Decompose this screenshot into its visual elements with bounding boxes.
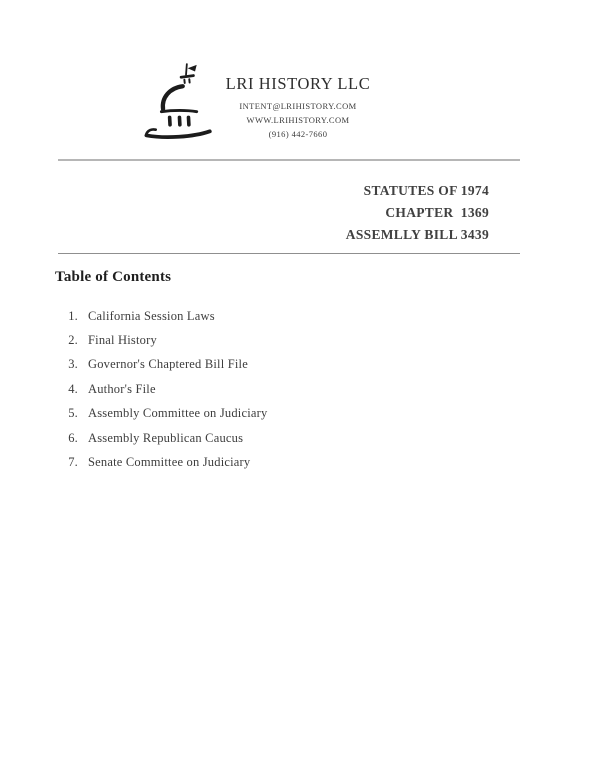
- toc-item: [0, 377, 600, 401]
- contact-website: WWW.LRIHISTORY.COM: [246, 115, 350, 125]
- toc-item-label: Senate Committee on Judiciary: [88, 455, 251, 470]
- toc-heading: Table of Contents: [55, 269, 172, 285]
- toc-item-number: 4.: [68, 381, 78, 396]
- toc-item-number: 1.: [68, 308, 78, 323]
- toc-item-number: 3.: [68, 357, 78, 372]
- toc-item: [0, 450, 600, 474]
- toc-item: [0, 402, 600, 426]
- contact-block: [148, 99, 448, 141]
- assembly-bill-line: ASSEMLLY BILL 3439: [345, 227, 489, 242]
- toc-item-label: Assembly Committee on Judiciary: [88, 406, 268, 421]
- toc-item: [0, 304, 600, 328]
- toc-item-number: 2.: [68, 333, 78, 348]
- reference-block: [346, 180, 489, 246]
- toc-item-label: Assembly Republican Caucus: [88, 430, 244, 445]
- reference-divider: [58, 253, 520, 254]
- toc-item: [0, 353, 600, 377]
- toc-item: [0, 328, 600, 352]
- chapter-line: CHAPTER 1369: [385, 205, 489, 220]
- toc-item-label: Governor's Chaptered Bill File: [88, 357, 248, 372]
- contact-email: INTENT@LRIHISTORY.COM: [239, 101, 357, 111]
- toc-list: [0, 304, 600, 475]
- toc-item: [0, 426, 600, 450]
- letterhead: [0, 0, 600, 160]
- toc-item-number: 7.: [68, 455, 78, 470]
- statutes-line: STATUTES OF 1974: [363, 183, 489, 198]
- header-divider: [58, 159, 520, 161]
- toc-item-number: 6.: [68, 430, 78, 445]
- toc-item-label: Author's File: [88, 381, 156, 396]
- contact-phone: (916) 442-7660: [268, 129, 328, 139]
- toc-item-label: Final History: [88, 333, 157, 348]
- toc-item-label: California Session Laws: [88, 308, 215, 323]
- toc-item-number: 5.: [68, 406, 78, 421]
- company-name: LRI HISTORY LLC: [225, 74, 371, 93]
